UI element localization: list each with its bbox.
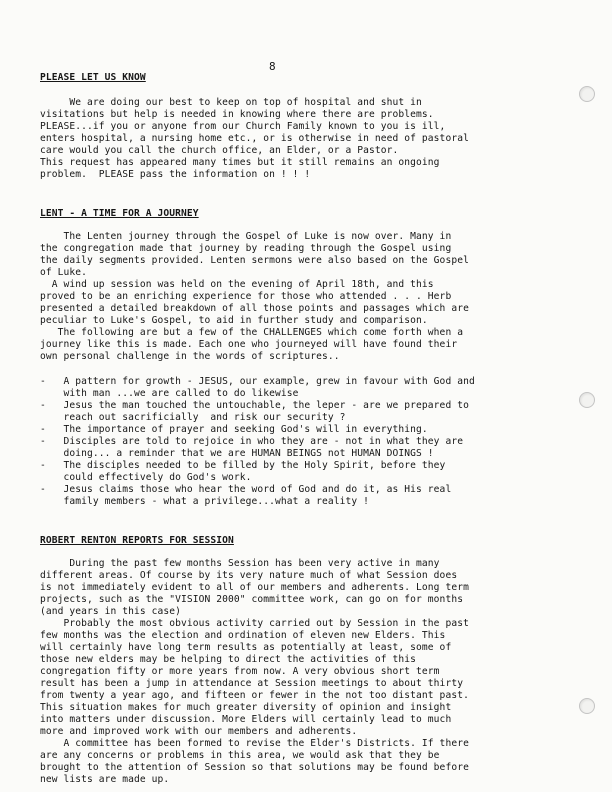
paragraph-line: own personal challenge in the words of scriptures.. bbox=[40, 351, 340, 362]
paragraph-line: visitations but help is needed in knowing where there are problems. bbox=[40, 109, 434, 120]
page-number: 8 bbox=[269, 60, 276, 73]
paragraph-line: peculiar to Luke's Gospel, to aid in further study and comparison. bbox=[40, 315, 428, 326]
paragraph-line: enters hospital, a nursing home etc., or is otherwise in need of pastoral bbox=[40, 133, 469, 144]
punch-hole bbox=[579, 698, 595, 714]
paragraph-line: care would you call the church office, an Elder, or a Pastor. bbox=[40, 145, 399, 156]
paragraph-line: different areas. Of course by its very nature much of what Session does bbox=[40, 570, 458, 581]
bullet-item-continued: doing... a reminder that we are HUMAN BEINGS not HUMAN DOINGS ! bbox=[40, 448, 434, 459]
paragraph-line: projects, such as the "VISION 2000" committee work, can go on for months bbox=[40, 594, 464, 605]
heading-lent-journey: LENT - A TIME FOR A JOURNEY bbox=[40, 208, 199, 219]
paragraph-line: few months was the election and ordination of eleven new Elders. This bbox=[40, 630, 446, 641]
paragraph-line: will certainly have long term results as potentially at least, some of bbox=[40, 642, 452, 653]
paragraph-line: The Lenten journey through the Gospel of Luke is now over. Many in bbox=[40, 231, 452, 242]
paragraph-line: PLEASE...if you or anyone from our Church Family known to you is ill, bbox=[40, 121, 446, 132]
paragraph-line: are any concerns or problems in this area, we would ask that they be bbox=[40, 750, 440, 761]
paragraph-line: into matters under discussion. More Elders will certainly lead to much bbox=[40, 714, 452, 725]
paragraph-line: more and improved work with our members and adherents. bbox=[40, 726, 358, 737]
paragraph-line: The following are but a few of the CHALLENGES which come forth when a bbox=[40, 327, 464, 338]
paragraph-line: brought to the attention of Session so that solutions may be found before bbox=[40, 762, 469, 773]
paragraph-line: A committee has been formed to revise the Elder's Districts. If there bbox=[40, 738, 469, 749]
bullet-item: - Disciples are told to rejoice in who they are - not in what they are bbox=[40, 436, 464, 447]
bullet-item-continued: family members - what a privilege...what a reality ! bbox=[40, 496, 370, 507]
paragraph-line: We are doing our best to keep on top of hospital and shut in bbox=[40, 97, 422, 108]
paragraph-line: (and years in this case) bbox=[40, 606, 182, 617]
paragraph-line: proved to be an enriching experience for those who attended . . . Herb bbox=[40, 291, 452, 302]
paragraph-line: result has been a jump in attendance at Session meetings to about thirty bbox=[40, 678, 464, 689]
paragraph-line: new lists are made up. bbox=[40, 774, 170, 785]
bullet-item: - The disciples needed to be filled by the Holy Spirit, before they bbox=[40, 460, 446, 471]
paragraph-line: A wind up session was held on the evening of April 18th, and this bbox=[40, 279, 434, 290]
bullet-item-continued: could effectively do God's work. bbox=[40, 472, 252, 483]
heading-please-let-us-know: PLEASE LET US KNOW bbox=[40, 72, 146, 83]
bullet-item: - Jesus claims those who hear the word of God and do it, as His real bbox=[40, 484, 452, 495]
punch-hole bbox=[579, 86, 595, 102]
paragraph-line: This situation makes for much greater diversity of opinion and insight bbox=[40, 702, 452, 713]
paragraph-line: problem. PLEASE pass the information on ! ! ! bbox=[40, 169, 311, 180]
paragraph-line: those new elders may be helping to direct the activities of this bbox=[40, 654, 417, 665]
bullet-item: - A pattern for growth - JESUS, our example, grew in favour with God and bbox=[40, 376, 475, 387]
paragraph-line: the congregation made that journey by reading through the Gospel using bbox=[40, 243, 452, 254]
bullet-item: - The importance of prayer and seeking God's will in everything. bbox=[40, 424, 428, 435]
paragraph-line: from twenty a year ago, and fifteen or fewer in the not too distant past. bbox=[40, 690, 469, 701]
punch-hole bbox=[579, 392, 595, 408]
paragraph-line: of Luke. bbox=[40, 267, 88, 278]
bullet-item-continued: reach out sacrificially and risk our security ? bbox=[40, 412, 346, 423]
paragraph-line: This request has appeared many times but it still remains an ongoing bbox=[40, 157, 440, 168]
paragraph-line: journey like this is made. Each one who journeyed will have found their bbox=[40, 339, 458, 350]
paragraph-line: is not immediately evident to all of our members and adherents. Long term bbox=[40, 582, 469, 593]
paragraph-line: Probably the most obvious activity carried out by Session in the past bbox=[40, 618, 469, 629]
paragraph-line: the daily segments provided. Lenten sermons were also based on the Gospel bbox=[40, 255, 469, 266]
paragraph-line: During the past few months Session has been very active in many bbox=[40, 558, 440, 569]
bullet-item: - Jesus the man touched the untouchable, the leper - are we prepared to bbox=[40, 400, 469, 411]
heading-robert-renton-reports: ROBERT RENTON REPORTS FOR SESSION bbox=[40, 535, 234, 546]
paragraph-line: congregation fifty or more years from now. A very obvious short term bbox=[40, 666, 440, 677]
bullet-item-continued: with man ...we are called to do likewise bbox=[40, 388, 299, 399]
paragraph-line: presented a detailed breakdown of all those points and passages which are bbox=[40, 303, 469, 314]
